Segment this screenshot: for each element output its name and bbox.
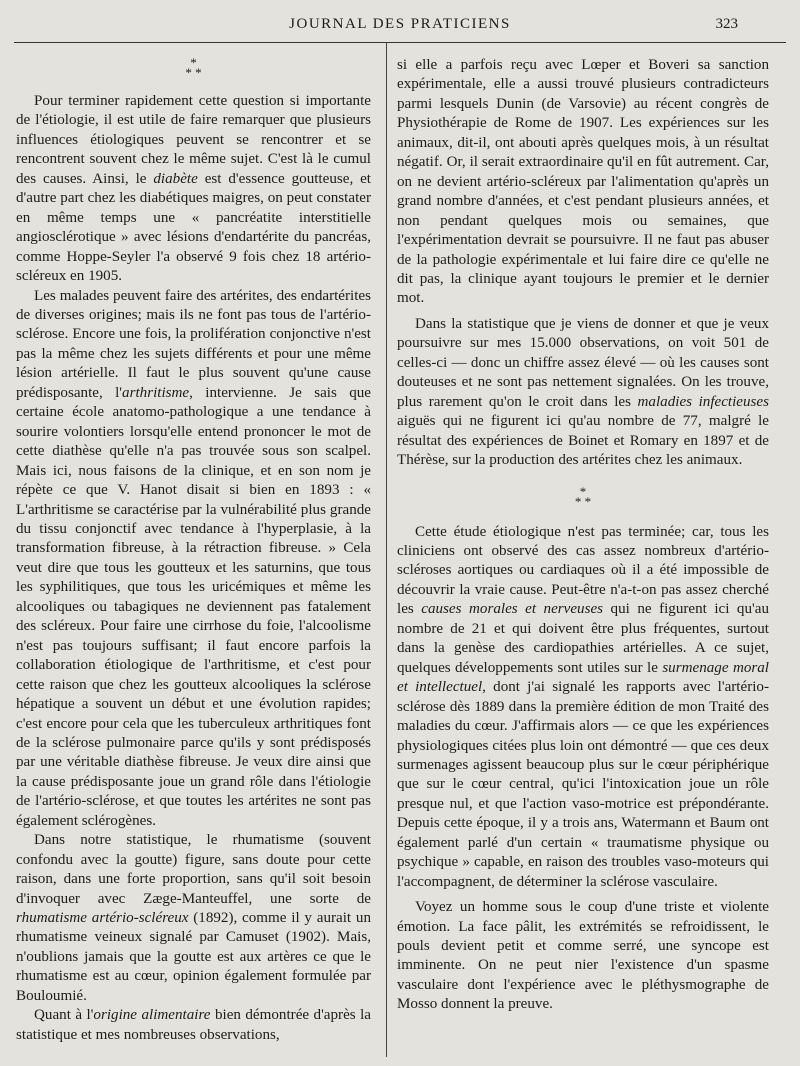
italic-term: arthritisme: [122, 384, 190, 401]
section-separator: [397, 483, 769, 509]
paragraph-experimentation: si elle a parfois reçu avec Lœper et Boveri sa sanction expérimentale, elle a aussi trouvé plusieurs contradicteurs parmi lesquels Dunin (de Varsovie) au récent congrès de Physiothérapie de Rome de 1907. Les expériences sur les animaux, dit-il, ont abouti après quelques mois, à un résultat négatif. Or, il serait extraordinaire qu'il en fût autrement. Car, on ne devient artério-scléreux par l'alimentation qu'après un grand nombre d'années, et c'est pendant plusieurs années, et non pendant quelques mois ou semaines, que l'expérimentation devrait se poursuivre. Il ne faut pas abuser de la pathologie expérimentale et lui faire dire ce qu'elle ne dit pas, la clinique ayant toujours le premier et le dernier mot.: [397, 57, 769, 307]
separator-stars: * * *: [185, 55, 202, 80]
paragraph-origine-alimentaire: Quant à l'origine alimentaire bien démontrée d'après la statistique et mes nombreuses observations,: [16, 1007, 371, 1043]
italic-term: causes morales et nerveuses: [421, 601, 604, 618]
paragraph-arthritisme: Les malades peuvent faire des artérites, des endartérites de diverses origines; mais ils ne font pas tous de l'artério-sclérose. Encore une fois, la prolifération conjonctive n'est pas la même chez les sujets différents et pour une même lésion artérielle. Il faut le plus souvent qu'une cause prédisposante, l'arthritisme, intervienne. Je sais que certaine école anatomo-pathologique a une tendance à sourire volontiers lorsqu'elle entend prononcer le mot de cette diathèse qu'elle n'a pas trouvée sous son scalpel. Mais ici, nous faisons de la clinique, et en son nom je répète ce que V. Hanot disait si bien en 1893 : « L'arthritisme se caractérise par la vulnérabilité plus grande du tissu conjonctif avec tendance à l'hyperplasie, à la transformation fibreuse, à la rétraction fibreuse. » Cela veut dire que tous les goutteux et les saturnins, que tous les syphilitiques, que tous les uricémiques et même les alcooliques ou tabagiques ne deviennent pas fatalement des scléreux. Pour faire une cirrhose du foie, l'alcoolisme n'est pas toujours suffisant; il faut encore parfois la collaboration étiologique de l'arthritisme, et c'est pour cette raison que chez les goutteux alcooliques la sclérose hépatique a souvent un début et une évolution rapides; c'est encore pour cela que les tuberculeux arthritiques font de la sclérose pulmonaire parce qu'ils y sont prédisposés par une véritable diathèse fibreuse. Je veux dire ainsi que la cause prédisposante joue un grand rôle dans l'étiologie de l'artério-sclérose, et que toutes les artérites ne sont pas également sclérogènes.: [16, 287, 371, 829]
header-rule: [14, 42, 786, 43]
paragraph-causes-morales: Cette étude étiologique n'est pas terminée; car, tous les cliniciens ont observé des cas assez nombreux d'artério-scléroses aortiques ou cardiaques où il a été impossible de découvrir la vraie cause. Peut-être n'a-t-on pas assez cherché les causes morales et nerveuses qui ne figurent ici qu'au nombre de 21 et qui doivent être plus fréquentes, surtout dans la genèse des cardiopathies artérielles. A ce sujet, quelques développements sont utiles sur le surmenage moral et intellectuel, dont j'ai signalé les rapports avec l'artério-sclérose dès 1889 dans la première édition de mon Traité des maladies du cœur. J'affirmais alors — ce que les expériences physiologiques citées plus loin ont démontré — que ces deux surmenages agissent beaucoup plus sur le cœur périphérique que sur le cœur central, qu'ici l'intoxication joue un rôle presque nul, et que l'action vaso-motrice est prépondérante. Depuis cette époque, il y a trois ans, Watermann et Baum ont également parlé d'un certain « traumatisme physique ou psychique » capable, en raison des troubles vaso-moteurs qui l'accompagnent, de déterminer la sclérose vasculaire.: [397, 523, 770, 890]
italic-term: rhumatisme artério-scléreux: [16, 910, 189, 927]
italic-term: diabète: [153, 170, 198, 187]
left-column: [16, 56, 371, 1045]
paragraph-emotion: Voyez un homme sous le coup d'une triste et violente émotion. La face pâlit, les extrémités se refroidissent, le pouls devient petit et comme serré, une syncope est imminente. On ne peut nier l'existence d'un spasme vasculaire dont l'expérience avec le pléthysmographe de Mosso donnent la preuve.: [397, 899, 769, 1013]
italic-term: surmenage moral et intellectuel: [397, 659, 770, 696]
right-column: [397, 56, 769, 1015]
italic-term: maladies infectieuses: [637, 393, 769, 410]
italic-term: origine alimentaire: [93, 1007, 211, 1024]
page-number: 323: [715, 16, 738, 32]
section-separator: [16, 55, 371, 80]
paragraph-rhumatisme: Dans notre statistique, le rhumatisme (souvent confondu avec la goutte) figure, sans doute pour cette raison, dans une forte proportion, sans qu'il soit besoin d'invoquer avec Zæge-Manteuffel, une sorte de rhumatisme artério-scléreux (1892), comme il y aurait un rhumatisme veineux signalé par Camuset (1902). Mais, n'oublions jamais que la goutte est aux artères ce que le rhumatisme est au cœur, opinion également formulée par Bouloumié.: [16, 832, 371, 1004]
column-divider: [386, 42, 387, 1057]
paragraph-statistique: Dans la statistique que je viens de donner et que je veux poursuivre sur mes 15.000 observations, on voit 501 de celles-ci — donc un chiffre assez élevé — où les causes sont douteuses et ne sont pas nettement signalées. On les trouve, plus rarement qu'on le croit dans les maladies infectieuses aiguës qui ne figurent ici qu'au nombre de 77, malgré le résultat des expériences de Boinet et Romary en 1897 et de Thérèse, sur la production des artérites chez les animaux.: [397, 315, 769, 469]
separator-stars: * * *: [574, 483, 592, 509]
journal-title: JOURNAL DES PRATICIENS: [289, 16, 511, 32]
paragraph-cumul-des-causes: Pour terminer rapidement cette question si importante de l'étiologie, il est utile de faire remarquer que plusieurs influences étiologiques peuvent se rencontrer et se rencontrent souvent chez le même sujet. C'est là le cumul des causes. Ainsi, le diabète est d'essence goutteuse, et d'autre part chez les diabétiques maigres, on peut constater en même temps une « pancréatite interstitielle angiosclérotique » avec lésions d'endartérite du pancréas, comme Hoppe-Seyler l'a observé 9 fois chez 18 artério-scléreux en 1905.: [16, 93, 371, 285]
running-header: [0, 14, 800, 40]
